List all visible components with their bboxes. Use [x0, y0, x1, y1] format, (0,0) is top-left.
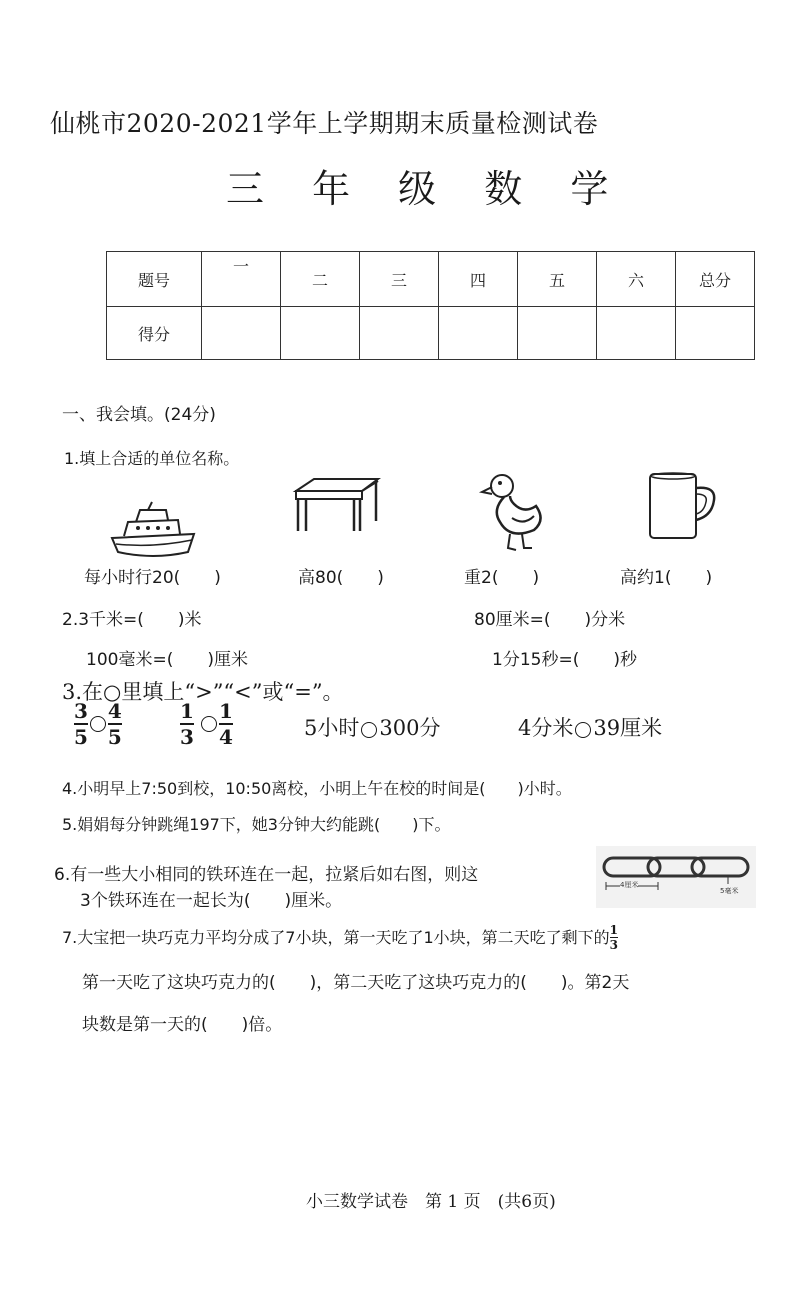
- denominator: 3: [609, 938, 618, 952]
- compare-circle[interactable]: [201, 716, 217, 732]
- cup-icon: [644, 470, 720, 542]
- score-table-score-row: [107, 307, 755, 360]
- question-2b: 80厘米=( )分米: [474, 610, 626, 630]
- denominator: 3: [180, 725, 194, 749]
- duck-icon: [480, 470, 550, 556]
- question-7-line1: [62, 924, 618, 951]
- denominator: 4: [219, 725, 233, 749]
- question-4: 4.小明早上7:50到校，10:50离校，小明上午在校的时间是( )小时。: [62, 779, 572, 798]
- exam-subtitle: 三 年 级 数 学: [226, 167, 627, 211]
- score-input-cell[interactable]: [439, 307, 518, 360]
- question-7-line2: 第一天吃了这块巧克力的( )，第二天吃了这块巧克力的( )。第2天: [82, 973, 630, 993]
- page-footer: 小三数学试卷 第 1 页 (共6页): [306, 1192, 556, 1212]
- numerator: 1: [219, 699, 233, 723]
- section-heading: 一、我会填。(24分): [62, 405, 216, 425]
- score-input-cell[interactable]: [676, 307, 755, 360]
- compare-left: 4分米: [518, 716, 574, 740]
- question-6-line1: 6.有一些大小相同的铁环连在一起，拉紧后如右图，则这: [54, 865, 479, 885]
- fraction: [610, 924, 618, 951]
- score-cell: 题号: [107, 252, 202, 307]
- fraction: [180, 700, 194, 748]
- iron-rings-figure: [596, 846, 756, 908]
- question-5: 5.娟娟每分钟跳绳197下，她3分钟大约能跳( )下。: [62, 815, 451, 834]
- denominator: 5: [107, 725, 122, 749]
- score-cell: 五: [518, 252, 597, 307]
- question-2c: 100毫米=( )厘米: [86, 650, 248, 670]
- compare-circle[interactable]: [575, 722, 591, 738]
- compare-fraction-1: [74, 700, 122, 748]
- score-input-cell[interactable]: [281, 307, 360, 360]
- iron-rings-drawing: [596, 846, 756, 908]
- question-2a: 2.3千米=( )米: [62, 610, 202, 630]
- exam-title: 仙桃市2020-2021学年上学期期末质量检测试卷: [50, 109, 599, 138]
- numerator: 1: [180, 699, 194, 723]
- ship-icon: [108, 500, 198, 562]
- score-cell: 二: [281, 252, 360, 307]
- score-input-cell[interactable]: [597, 307, 676, 360]
- q1-item-ship: 每小时行20( ): [84, 568, 221, 588]
- question-7-text: 7.大宝把一块巧克力平均分成了7小块，第一天吃了1小块，第二天吃了剩下的: [62, 928, 610, 947]
- question-2d: 1分15秒=( )秒: [492, 650, 637, 670]
- question-3-text: 3.在○里填上“>”“<”或“=”。: [62, 680, 344, 704]
- q1-item-table: 高80( ): [298, 568, 384, 588]
- ring-length-label: 4厘米: [620, 881, 639, 889]
- numerator: 4: [107, 699, 122, 723]
- score-cell: 总分: [676, 252, 755, 307]
- fraction: [219, 700, 233, 748]
- score-cell: 得分: [107, 307, 202, 360]
- q1-item-cup: 高约1( ): [620, 568, 713, 588]
- compare-right: 300分: [379, 716, 441, 740]
- question-6-line2: 3个铁环连在一起长为( )厘米。: [80, 891, 343, 911]
- table-icon: [292, 475, 382, 535]
- score-cell: 三: [360, 252, 439, 307]
- compare-length: [518, 712, 662, 742]
- compare-circle[interactable]: [361, 722, 377, 738]
- score-input-cell[interactable]: [202, 307, 281, 360]
- numerator: 3: [74, 699, 88, 723]
- score-cell: 一: [202, 252, 281, 307]
- fraction: [74, 700, 88, 748]
- score-input-cell[interactable]: [518, 307, 597, 360]
- compare-time: [304, 712, 440, 742]
- score-table-header-row: [107, 252, 755, 307]
- q1-item-duck: 重2( ): [464, 568, 540, 588]
- compare-left: 5小时: [304, 716, 360, 740]
- compare-circle[interactable]: [90, 716, 106, 732]
- score-cell: 四: [439, 252, 518, 307]
- compare-right: 39厘米: [593, 716, 663, 740]
- compare-fraction-2: [180, 700, 233, 748]
- score-input-cell[interactable]: [360, 307, 439, 360]
- ring-thickness-label: 5毫米: [720, 887, 739, 895]
- score-cell: 六: [597, 252, 676, 307]
- score-table: [106, 251, 755, 360]
- fraction: [108, 700, 122, 748]
- question-1-text: 1.填上合适的单位名称。: [64, 449, 240, 468]
- question-7-line3: 块数是第一天的( )倍。: [82, 1015, 283, 1035]
- denominator: 5: [74, 725, 88, 749]
- numerator: 1: [609, 923, 618, 937]
